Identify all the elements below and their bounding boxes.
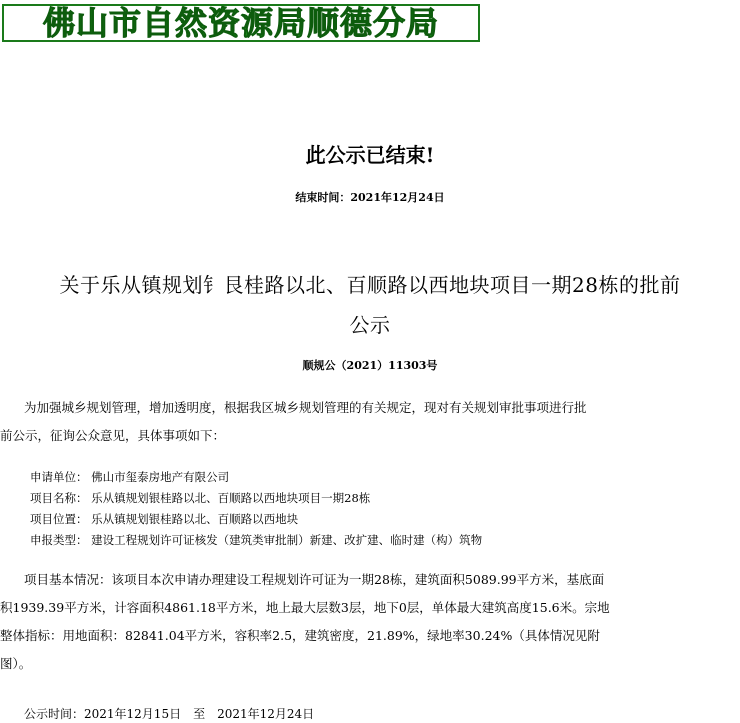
document-title-line1: 关于乐从镇规划钅艮桂路以北、百顺路以西地块项目一期28栋的批前	[59, 273, 681, 297]
document-title-line2: 公示	[349, 313, 391, 337]
intro-paragraph	[0, 394, 720, 450]
project-basic-info	[0, 566, 720, 678]
info-project-name: 项目名称： 乐从镇规划银桂路以北、百顺路以西地块项目一期28栋	[30, 491, 371, 505]
basic-info-line-1: 项目基本情况：该项目本次申请办理建设工程规划许可证为一期28栋，建筑面积5089.99平方米，基底面	[24, 572, 605, 587]
info-project-location: 项目位置： 乐从镇规划银桂路以北、百顺路以西地块	[30, 512, 299, 526]
info-applicant: 申请单位： 佛山市玺泰房地产有限公司	[30, 470, 230, 484]
publicity-period: 公示时间：2021年12月15日 至 2021年12月24日	[24, 707, 315, 721]
agency-logo	[2, 4, 480, 42]
notice-ended-heading: 此公示已结束!	[305, 143, 435, 167]
notice-end-time: 结束时间：2021年12月24日	[295, 191, 445, 204]
agency-logo-text: 佛山市自然资源局顺德分局	[42, 4, 439, 42]
document-title	[0, 268, 740, 342]
basic-info-line-2: 积1939.39平方米，计容面积4861.18平方米，地上最大层数3层，地下0层，单体最大建筑高度15.6米。宗地	[0, 600, 610, 615]
basic-info-line-3: 整体指标：用地面积：82841.04平方米，容积率2.5，建筑密度，21.89%，绿地率30.24%（具体情况见附	[0, 628, 600, 643]
intro-line-2: 前公示，征询公众意见，具体事项如下：	[0, 428, 226, 443]
project-info-list	[30, 467, 482, 551]
basic-info-line-4: 图）。	[0, 656, 32, 671]
info-application-type: 申报类型： 建设工程规划许可证核发（建筑类审批制）新建、改扩建、临时建（构）筑物	[30, 533, 483, 547]
document-number: 顺规公（2021）11303号	[302, 359, 438, 372]
intro-line-1: 为加强城乡规划管理，增加透明度，根据我区城乡规划管理的有关规定，现对有关规划审批事项进行批	[24, 400, 587, 415]
